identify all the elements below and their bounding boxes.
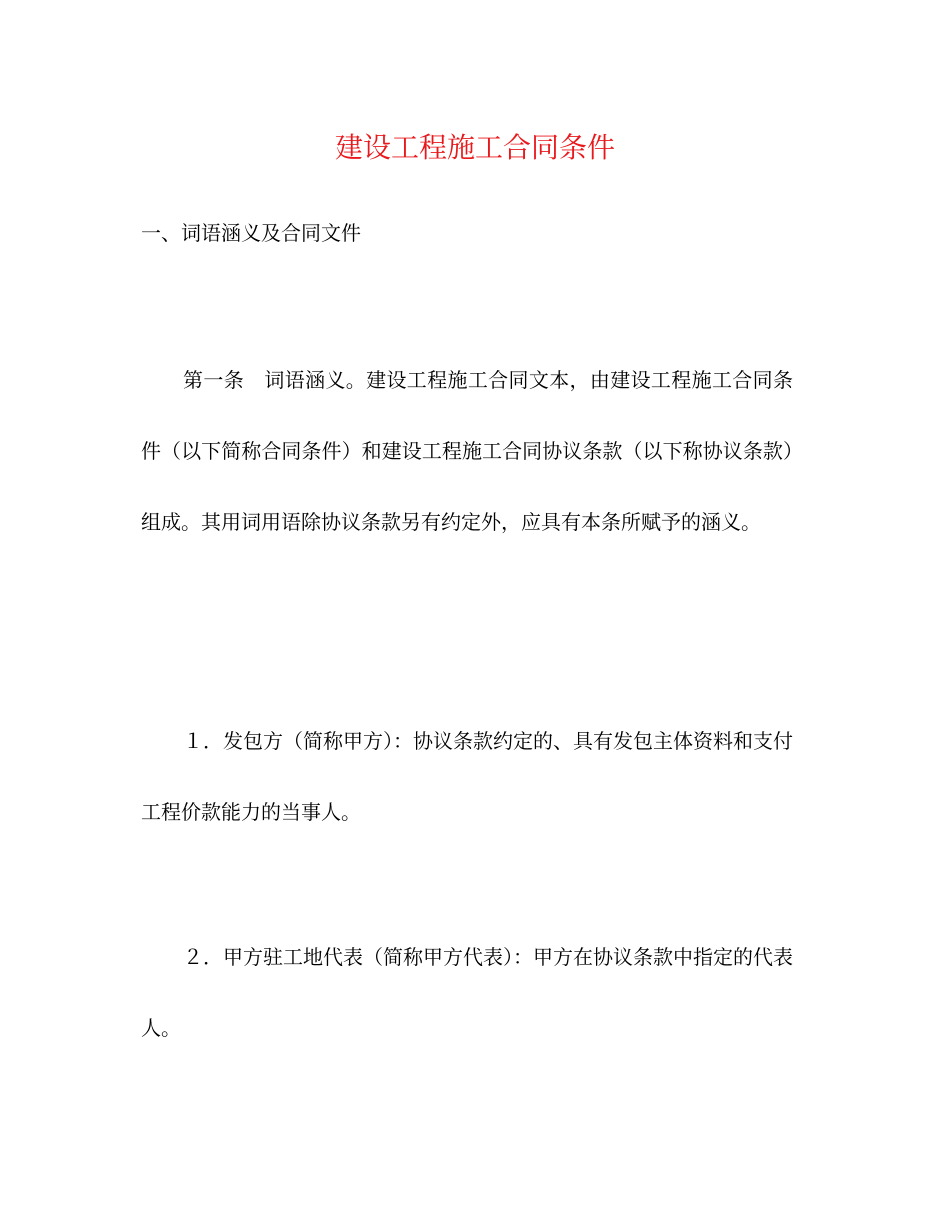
section-heading: 一、词语涵义及合同文件 bbox=[141, 221, 361, 245]
paragraph-article-1: 第一条 词语涵义。建设工程施工合同文本，由建设工程施工合同条件（以下简称合同条件）和建设工程施工合同协议条款（以下称协议条款）组成。其用词用语除协议条款另有约定外，应具有本条所赋予的涵义。 bbox=[141, 368, 793, 534]
paragraph-item-1: １．发包方（简称甲方）：协议条款约定的、具有发包主体资料和支付工程价款能力的当事人。 bbox=[141, 729, 793, 824]
document-title: 建设工程施工合同条件 bbox=[334, 131, 615, 164]
paragraph-item-2: ２．甲方驻工地代表（简称甲方代表）：甲方在协议条款中指定的代表人。 bbox=[141, 945, 793, 1040]
